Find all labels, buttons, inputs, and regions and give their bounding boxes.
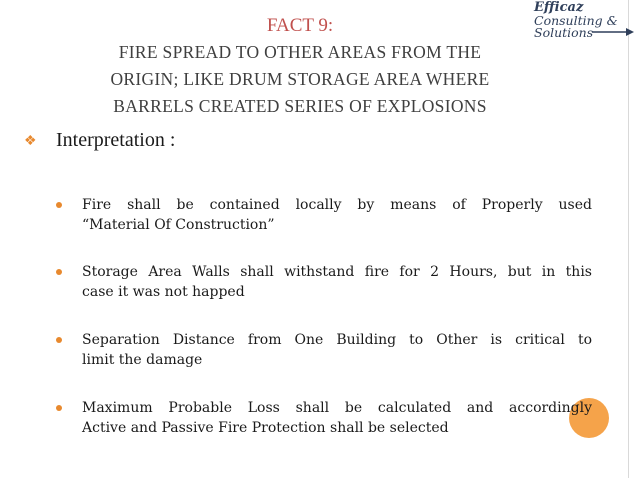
logo-line-2: Consulting & (534, 12, 618, 28)
bullet-dot-icon (56, 202, 62, 208)
slide-edge-rule (628, 0, 629, 478)
list-item-text (82, 262, 592, 302)
logo-line-1: Efficaz (534, 0, 584, 15)
bullet-dot-icon (56, 405, 62, 411)
list-item-line-1: Separation Distance from One Building to Other is critical to (82, 332, 592, 348)
list-item-line-1: Storage Area Walls shall withstand fire for 2 Hours, but in this (82, 264, 592, 280)
list-item-text (82, 330, 592, 370)
bullet-dot-icon (56, 269, 62, 275)
bullet-dot-icon (56, 337, 62, 343)
title-line-3: BARRELS CREATED SERIES OF EXPLOSIONS (113, 96, 487, 116)
title-heading: FACT 9: (266, 15, 334, 36)
list-item-line-1: Fire shall be contained locally by means of Properly used (82, 197, 592, 213)
logo-underline-icon (592, 28, 634, 36)
list-item-line-2: “Material Of Construction” (82, 217, 275, 233)
diamond-bullet-icon: ❖ (24, 134, 37, 149)
slide-title (40, 12, 560, 120)
list-item-text (82, 398, 592, 438)
title-line-2: ORIGIN; LIKE DRUM STORAGE AREA WHERE (110, 69, 490, 89)
list-item-line-2: case it was not happed (82, 284, 245, 300)
main-bullet-text: Interpretation : (56, 129, 176, 151)
list-item-line-2: limit the damage (82, 352, 203, 368)
title-line-1: FIRE SPREAD TO OTHER AREAS FROM THE (118, 42, 482, 62)
logo-line-3: Solutions (534, 25, 594, 40)
list-item-line-2: Active and Passive Fire Protection shall be selected (82, 420, 449, 436)
list-item-line-1: Maximum Probable Loss shall be calculated and accordingly (82, 400, 592, 416)
list-item-text (82, 195, 592, 235)
